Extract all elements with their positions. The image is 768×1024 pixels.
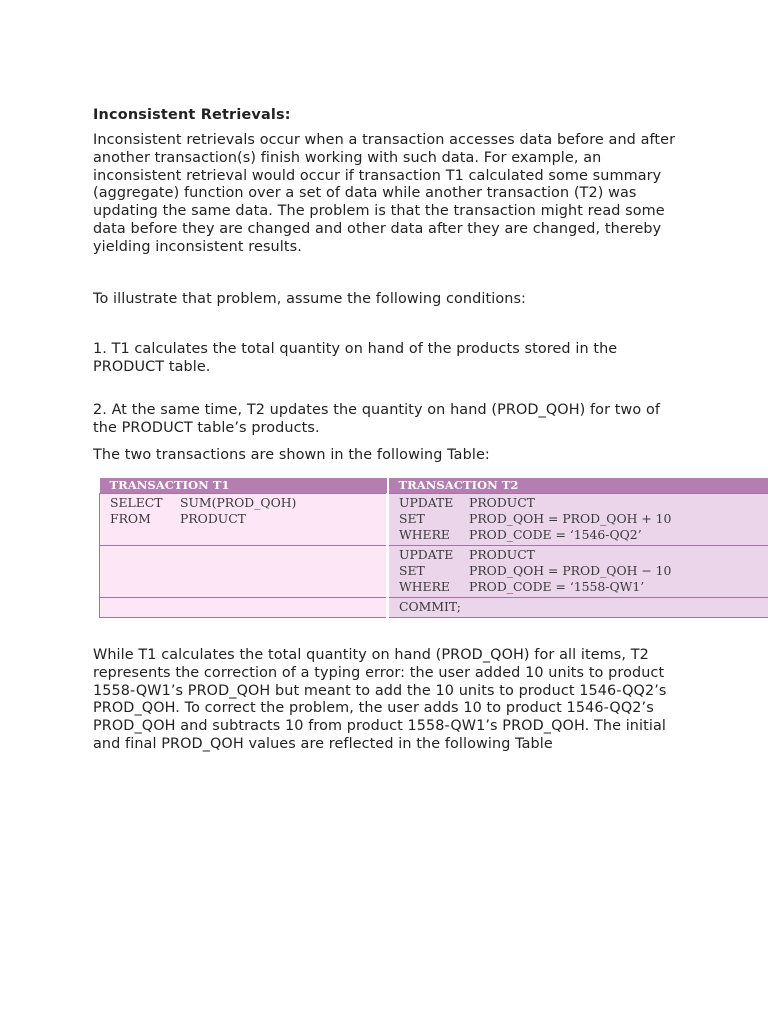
header-transaction-t2: TRANSACTION T2 bbox=[388, 478, 768, 494]
table-row bbox=[100, 546, 768, 598]
header-transaction-t1: TRANSACTION T1 bbox=[100, 478, 388, 494]
table-row bbox=[100, 494, 768, 546]
t2-cell-update-2 bbox=[388, 546, 768, 598]
t2-line-commit bbox=[399, 599, 758, 615]
table-header-row bbox=[100, 478, 768, 494]
condition-2-paragraph: 2. At the same time, T2 updates the quantity on hand (PROD_QOH) for two of the PRODUCT table’s products. bbox=[93, 402, 661, 436]
t2-line bbox=[399, 527, 758, 543]
t1-empty-cell bbox=[100, 546, 388, 598]
sql-argument: PRODUCT bbox=[180, 511, 246, 526]
t2-line bbox=[399, 579, 758, 595]
sql-keyword: WHERE bbox=[399, 527, 450, 542]
t2-line bbox=[399, 563, 758, 579]
explanation-paragraph: While T1 calculates the total quantity on hand (PROD_QOH) for all items, T2 represents the correction of a typing error: the user added 10 units to product 1558-QW1’s PROD_QOH but meant to add the 10 units to product 1546-QQ2’s PROD_QOH. To correct the problem, the user adds 10 to product 1546-QQ2’s PROD_QOH and subtracts 10 from product 1558-QW1’s PROD_QOH. The initial and final PROD_QOH values are reflected in the following Table bbox=[93, 647, 667, 752]
t2-line bbox=[399, 511, 758, 527]
sql-argument: PROD_QOH = PROD_QOH + 10 bbox=[469, 511, 672, 526]
sql-keyword: UPDATE bbox=[399, 547, 454, 562]
t2-cell-commit bbox=[388, 598, 768, 618]
sql-argument: PRODUCT bbox=[469, 495, 535, 510]
t2-cell-update-1 bbox=[388, 494, 768, 546]
sql-keyword: SELECT bbox=[110, 495, 163, 510]
sql-argument: SUM(PROD_QOH) bbox=[180, 495, 297, 510]
t1-line-select bbox=[110, 495, 376, 511]
sql-keyword: SET bbox=[399, 511, 425, 526]
t2-line bbox=[399, 547, 758, 563]
sql-keyword: UPDATE bbox=[399, 495, 454, 510]
sql-argument: PROD_CODE = ‘1558-QW1’ bbox=[469, 579, 645, 594]
intro-paragraph: Inconsistent retrievals occur when a transaction accesses data before and after another transaction(s) finish working with such data. For example, an inconsistent retrieval would occur if transaction T1 calculated some summary (aggregate) function over a set of data while another transaction (T2) was updating the same data. The problem is that the transaction might read some data before they are changed and other data after they are changed, thereby yielding inconsistent results. bbox=[93, 132, 676, 255]
illustrate-paragraph: To illustrate that problem, assume the following conditions: bbox=[93, 291, 526, 307]
t1-empty-cell bbox=[100, 598, 388, 618]
table-intro-paragraph: The two transactions are shown in the following Table: bbox=[93, 447, 490, 463]
sql-argument: PROD_CODE = ‘1546-QQ2’ bbox=[469, 527, 642, 542]
sql-keyword: COMMIT; bbox=[399, 599, 461, 614]
transactions-table bbox=[99, 478, 768, 618]
t2-line bbox=[399, 495, 758, 511]
sql-keyword: WHERE bbox=[399, 579, 450, 594]
sql-argument: PROD_QOH = PROD_QOH − 10 bbox=[469, 563, 672, 578]
section-heading: Inconsistent Retrievals: bbox=[93, 107, 291, 123]
sql-keyword: SET bbox=[399, 563, 425, 578]
condition-1-paragraph: 1. T1 calculates the total quantity on hand of the products stored in the PRODUCT table. bbox=[93, 341, 618, 375]
t1-line-from bbox=[110, 511, 376, 527]
t1-cell bbox=[100, 494, 388, 546]
table-row bbox=[100, 598, 768, 618]
sql-argument: PRODUCT bbox=[469, 547, 535, 562]
sql-keyword: FROM bbox=[110, 511, 151, 526]
